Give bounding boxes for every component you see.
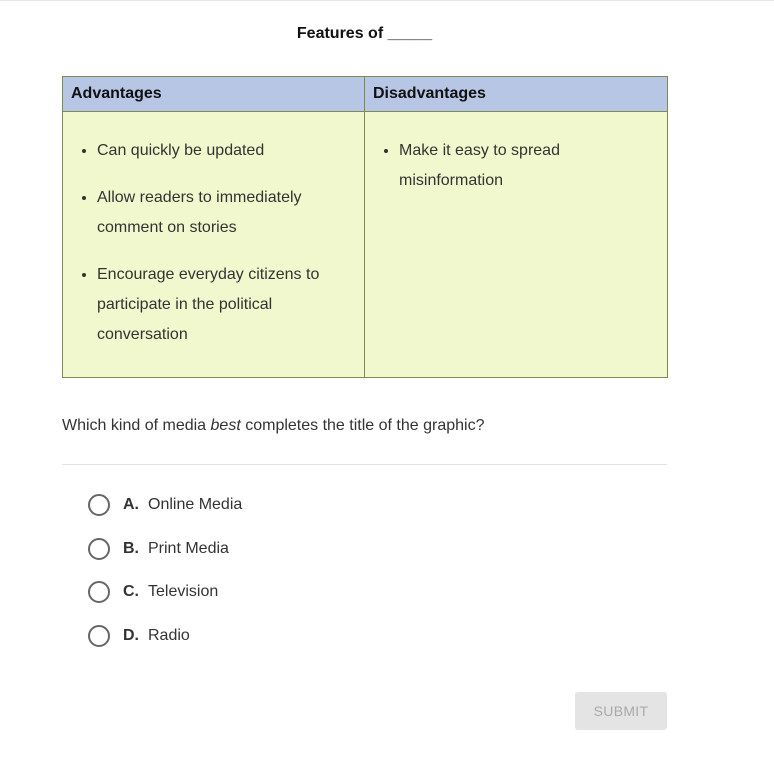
- advantages-list: [63, 112, 364, 350]
- disadvantages-cell: [365, 112, 668, 378]
- choice-d[interactable]: [88, 624, 190, 648]
- choice-a[interactable]: [88, 493, 242, 517]
- advantage-item: • Can quickly be updated: [97, 136, 354, 166]
- choice-label: Television: [148, 583, 219, 600]
- question-text: [62, 415, 484, 437]
- features-table: [62, 76, 668, 378]
- choice-letter: D.: [123, 627, 139, 644]
- advantage-item: • Encourage everyday citizens to participate in the political conversation: [97, 260, 354, 350]
- choice-label: Radio: [148, 627, 190, 644]
- choice-letter: A.: [123, 496, 139, 513]
- disadvantages-header: Disadvantages: [365, 77, 668, 112]
- choice-letter: B.: [123, 540, 139, 557]
- disadvantages-list: [365, 112, 667, 196]
- choice-c[interactable]: [88, 580, 218, 604]
- submit-button[interactable]: SUBMIT: [575, 692, 667, 730]
- choice-label: Online Media: [148, 496, 243, 513]
- radio-button-a[interactable]: [88, 494, 110, 516]
- choice-b[interactable]: [88, 537, 229, 561]
- radio-button-c[interactable]: [88, 581, 110, 603]
- advantages-header: Advantages: [63, 77, 365, 112]
- radio-button-b[interactable]: [88, 538, 110, 560]
- radio-button-d[interactable]: [88, 625, 110, 647]
- disadvantage-item: • Make it easy to spread misinformation: [399, 136, 657, 196]
- advantages-cell: [63, 112, 365, 378]
- question-divider: [62, 464, 667, 465]
- choice-label: Print Media: [148, 540, 229, 557]
- graphic-title: Features of _____: [296, 25, 433, 42]
- top-divider: [0, 0, 774, 1]
- question-text-after: completes the title of the graphic?: [240, 417, 485, 434]
- choice-letter: C.: [123, 583, 139, 600]
- question-emphasis: best: [210, 417, 241, 434]
- advantage-item: • Allow readers to immediately comment on stories: [97, 183, 354, 243]
- question-text-before: Which kind of media: [62, 417, 211, 434]
